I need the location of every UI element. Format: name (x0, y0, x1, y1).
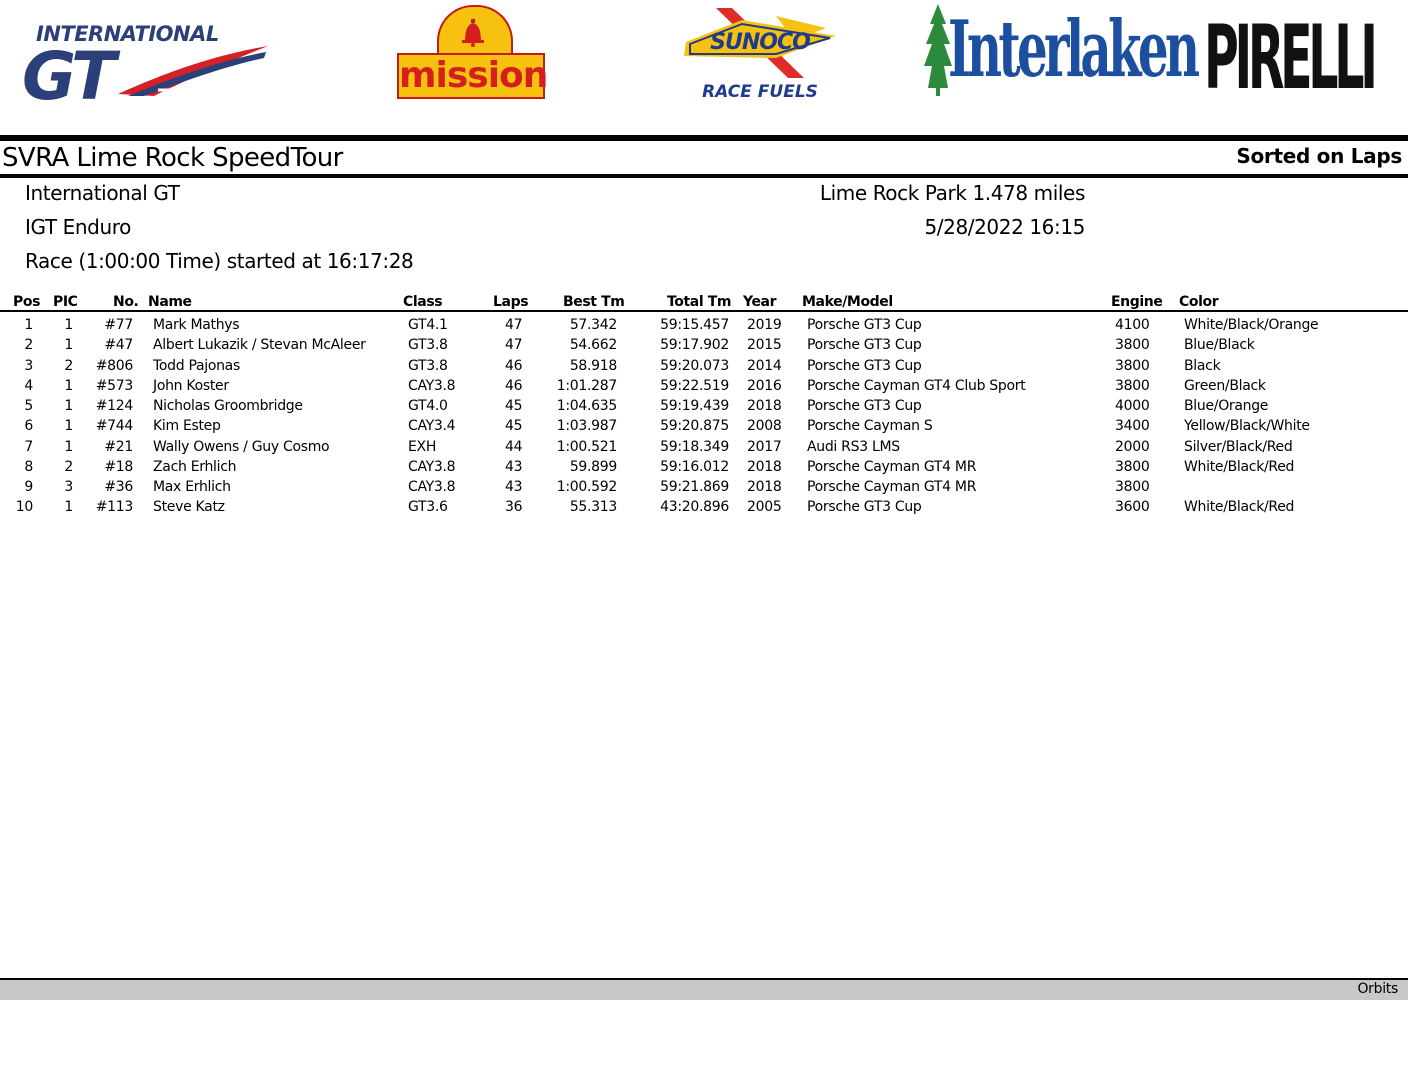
cell-name: Wally Owens / Guy Cosmo (153, 439, 330, 455)
bell-icon (459, 19, 487, 47)
cell-pos: 5 (24, 398, 33, 414)
cell-year: 2018 (747, 398, 782, 414)
cell-total: 59:20.073 (660, 358, 729, 374)
sort-label: Sorted on Laps (1236, 144, 1402, 168)
col-header-make: Make/Model (802, 294, 893, 310)
series-name: International GT (25, 181, 180, 205)
cell-no: #18 (104, 459, 133, 475)
cell-pic: 1 (64, 337, 73, 353)
cell-class: GT3.8 (408, 358, 448, 374)
cell-name: Steve Katz (153, 499, 225, 515)
interlaken-logo (924, 4, 1197, 96)
cell-engine: 3800 (1115, 378, 1150, 394)
cell-class: EXH (408, 439, 437, 455)
interlaken-logo-text: Interlaken (948, 4, 1197, 95)
cell-engine: 3800 (1115, 459, 1150, 475)
cell-make: Porsche Cayman GT4 Club Sport (807, 378, 1026, 394)
cell-make: Porsche GT3 Cup (807, 337, 922, 353)
cell-no: #36 (104, 479, 133, 495)
col-header-year: Year (743, 294, 777, 310)
cell-make: Porsche Cayman GT4 MR (807, 459, 977, 475)
cell-no: #744 (95, 418, 133, 434)
cell-make: Porsche GT3 Cup (807, 358, 922, 374)
cell-laps: 44 (505, 439, 523, 455)
cell-engine: 4100 (1115, 317, 1150, 333)
cell-laps: 45 (505, 418, 523, 434)
cell-name: Albert Lukazik / Stevan McAleer (153, 337, 366, 353)
cell-class: GT3.8 (408, 337, 448, 353)
cell-year: 2015 (747, 337, 782, 353)
cell-total: 59:20.875 (660, 418, 729, 434)
col-header-pos: Pos (13, 294, 41, 310)
col-header-no: No. (113, 294, 139, 310)
cell-best: 1:01.287 (556, 378, 617, 394)
cell-laps: 47 (505, 337, 523, 353)
cell-pos: 7 (24, 439, 33, 455)
cell-year: 2016 (747, 378, 782, 394)
cell-total: 59:18.349 (660, 439, 729, 455)
col-header-pic: PIC (53, 294, 78, 310)
cell-total: 59:19.439 (660, 398, 729, 414)
table-row (0, 378, 1408, 398)
cell-name: John Koster (153, 378, 229, 394)
cell-no: #47 (104, 337, 133, 353)
cell-color: Blue/Black (1184, 337, 1255, 353)
cell-make: Porsche Cayman S (807, 418, 933, 434)
cell-color: White/Black/Orange (1184, 317, 1319, 333)
cell-pos: 9 (24, 479, 33, 495)
cell-pos: 3 (24, 358, 33, 374)
cell-class: CAY3.8 (408, 479, 456, 495)
cell-class: GT4.1 (408, 317, 448, 333)
table-row (0, 358, 1408, 378)
cell-year: 2005 (747, 499, 782, 515)
col-header-best: Best Tm (563, 294, 625, 310)
cell-make: Audi RS3 LMS (807, 439, 900, 455)
cell-engine: 3800 (1115, 358, 1150, 374)
cell-class: GT3.6 (408, 499, 448, 515)
cell-class: CAY3.8 (408, 459, 456, 475)
cell-make: Porsche GT3 Cup (807, 317, 922, 333)
international-gt-logo (22, 18, 268, 115)
igt-logo-word: INTERNATIONAL (36, 22, 219, 46)
cell-year: 2019 (747, 317, 782, 333)
cell-class: CAY3.8 (408, 378, 456, 394)
cell-engine: 3800 (1115, 337, 1150, 353)
table-row (0, 499, 1408, 519)
cell-color: Black (1184, 358, 1221, 374)
cell-best: 1:03.987 (556, 418, 617, 434)
cell-pos: 8 (24, 459, 33, 475)
cell-engine: 2000 (1115, 439, 1150, 455)
col-header-name: Name (148, 294, 192, 310)
sunoco-logo (676, 6, 842, 100)
mission-logo (397, 5, 549, 99)
event-title: SVRA Lime Rock SpeedTour (2, 143, 343, 173)
col-header-total: Total Tm (667, 294, 732, 310)
cell-class: CAY3.4 (408, 418, 456, 434)
cell-engine: 4000 (1115, 398, 1150, 414)
cell-pos: 6 (24, 418, 33, 434)
cell-name: Mark Mathys (153, 317, 240, 333)
cell-laps: 36 (505, 499, 523, 515)
cell-color: White/Black/Red (1184, 459, 1295, 475)
sunoco-logo-subtext: RACE FUELS (702, 82, 818, 102)
cell-engine: 3800 (1115, 479, 1150, 495)
mission-logo-text: mission (399, 55, 548, 96)
cell-engine: 3600 (1115, 499, 1150, 515)
pirelli-logo (1204, 6, 1380, 109)
cell-laps: 43 (505, 459, 523, 475)
cell-make: Porsche Cayman GT4 MR (807, 479, 977, 495)
cell-pic: 1 (64, 378, 73, 394)
header-bottom-rule (0, 174, 1408, 178)
cell-pos: 4 (24, 378, 33, 394)
cell-year: 2008 (747, 418, 782, 434)
cell-best: 57.342 (569, 317, 617, 333)
cell-pos: 10 (15, 499, 33, 515)
header-top-rule (0, 135, 1408, 141)
col-header-class: Class (403, 294, 443, 310)
col-header-laps: Laps (493, 294, 529, 310)
cell-pic: 2 (64, 358, 73, 374)
cell-color: White/Black/Red (1184, 499, 1295, 515)
cell-total: 59:21.869 (660, 479, 729, 495)
igt-swoosh-icon (118, 46, 268, 96)
cell-pic: 2 (64, 459, 73, 475)
cell-pic: 1 (64, 317, 73, 333)
table-row (0, 337, 1408, 357)
cell-name: Zach Erhlich (153, 459, 237, 475)
cell-no: #113 (95, 499, 133, 515)
cell-pic: 1 (64, 398, 73, 414)
igt-logo-gt: GT (22, 38, 113, 115)
cell-name: Nicholas Groombridge (153, 398, 303, 414)
race-info: Race (1:00:00 Time) started at 16:17:28 (25, 249, 414, 273)
cell-best: 1:00.521 (556, 439, 617, 455)
cell-color: Green/Black (1184, 378, 1266, 394)
cell-laps: 46 (505, 378, 523, 394)
sunoco-logo-text: SUNOCO (710, 30, 810, 55)
cell-no: #77 (104, 317, 133, 333)
table-row (0, 439, 1408, 459)
cell-class: GT4.0 (408, 398, 448, 414)
cell-best: 59.899 (569, 459, 617, 475)
footer-provider: Orbits (1357, 981, 1398, 997)
cell-best: 1:00.592 (556, 479, 617, 495)
cell-total: 59:16.012 (660, 459, 729, 475)
cell-year: 2017 (747, 439, 782, 455)
cell-pic: 1 (64, 499, 73, 515)
cell-no: #806 (95, 358, 133, 374)
cell-best: 54.662 (569, 337, 617, 353)
table-row (0, 398, 1408, 418)
cell-laps: 43 (505, 479, 523, 495)
date-time: 5/28/2022 16:15 (924, 215, 1085, 239)
pirelli-logo-text: PIRELLI (1204, 6, 1374, 109)
cell-total: 59:15.457 (660, 317, 729, 333)
cell-total: 43:20.896 (660, 499, 729, 515)
cell-name: Todd Pajonas (153, 358, 240, 374)
cell-pos: 2 (24, 337, 33, 353)
table-row (0, 479, 1408, 499)
cell-laps: 47 (505, 317, 523, 333)
footer-bar (0, 980, 1408, 1000)
cell-total: 59:22.519 (660, 378, 729, 394)
cell-year: 2014 (747, 358, 782, 374)
cell-color: Silver/Black/Red (1184, 439, 1293, 455)
cell-year: 2018 (747, 459, 782, 475)
cell-best: 1:04.635 (556, 398, 617, 414)
cell-pic: 3 (64, 479, 73, 495)
cell-year: 2018 (747, 479, 782, 495)
cell-make: Porsche GT3 Cup (807, 398, 922, 414)
cell-pic: 1 (64, 439, 73, 455)
cell-name: Max Erhlich (153, 479, 231, 495)
results-table-header (0, 294, 1408, 312)
cell-color: Blue/Orange (1184, 398, 1269, 414)
col-header-engine: Engine (1111, 294, 1163, 310)
cell-laps: 46 (505, 358, 523, 374)
cell-name: Kim Estep (153, 418, 221, 434)
session-name: IGT Enduro (25, 215, 131, 239)
cell-no: #124 (95, 398, 133, 414)
cell-laps: 45 (505, 398, 523, 414)
cell-pos: 1 (24, 317, 33, 333)
cell-color: Yellow/Black/White (1184, 418, 1310, 434)
track-info: Lime Rock Park 1.478 miles (819, 181, 1085, 205)
cell-no: #573 (95, 378, 133, 394)
cell-best: 55.313 (569, 499, 617, 515)
cell-pic: 1 (64, 418, 73, 434)
cell-best: 58.918 (569, 358, 617, 374)
cell-total: 59:17.902 (660, 337, 729, 353)
cell-engine: 3400 (1115, 418, 1150, 434)
table-row (0, 317, 1408, 337)
table-row (0, 418, 1408, 438)
table-row (0, 459, 1408, 479)
cell-no: #21 (104, 439, 133, 455)
mission-band (397, 53, 548, 99)
col-header-color: Color (1179, 294, 1219, 310)
cell-make: Porsche GT3 Cup (807, 499, 922, 515)
